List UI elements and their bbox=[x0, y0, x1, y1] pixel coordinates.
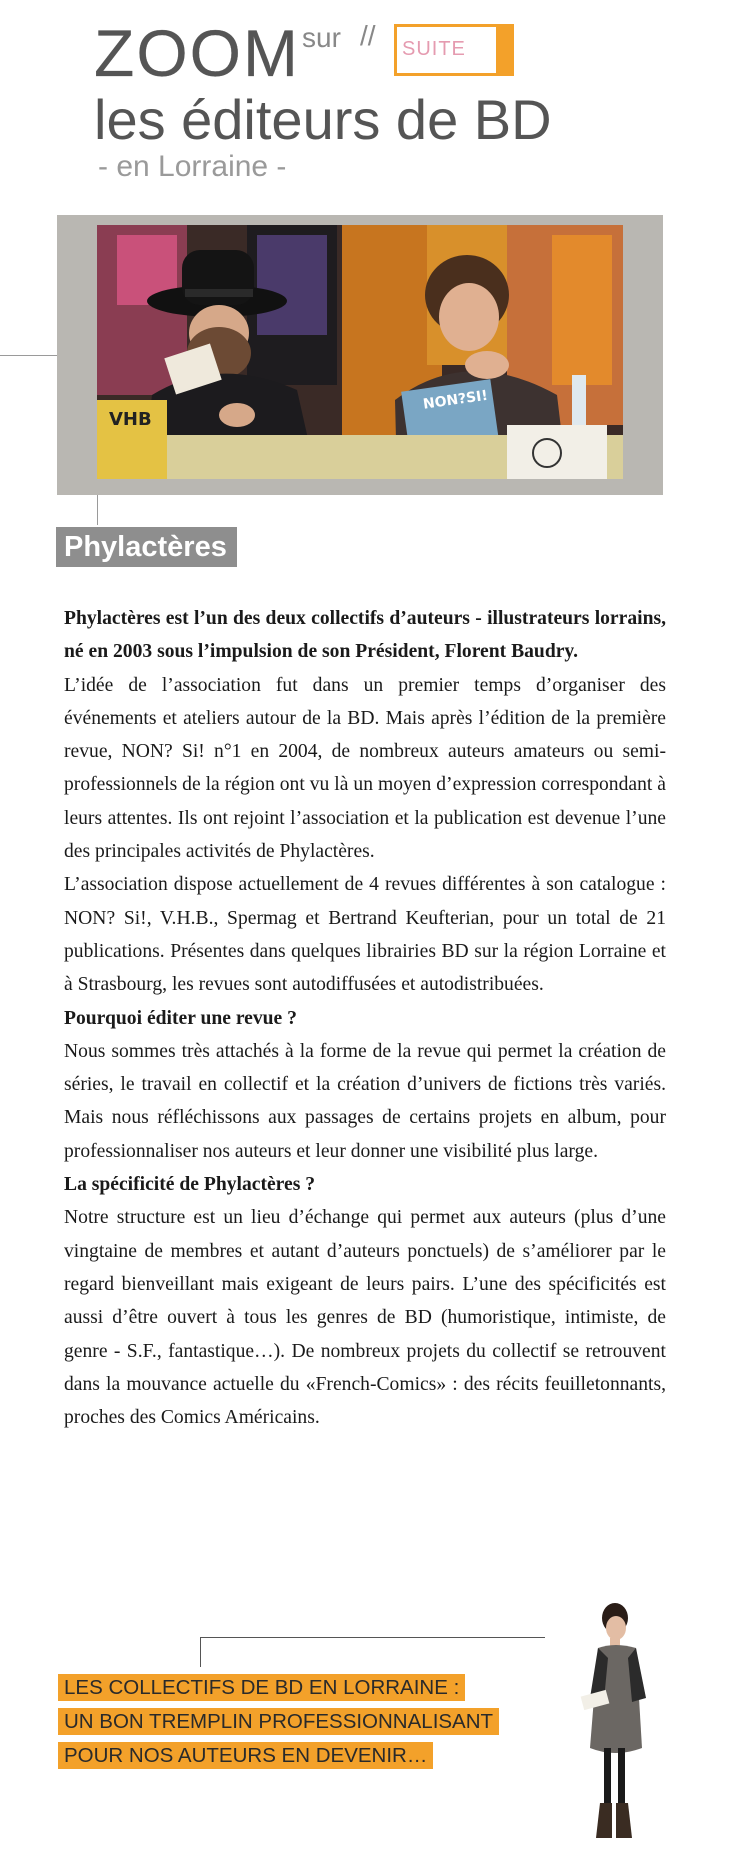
article-body bbox=[64, 602, 666, 1434]
article-paragraph: L’idée de l’association fut dans un premier temps d’organiser des événements et ateliers autour de la BD. Mais après l’édition de la première revue, NON? Si! n°1 en 2004, de nombreux auteurs amateurs ou semi-professionnels de la région ont vu là un moyen d’expression correspondant à leurs attentes. Ils ont rejoint l’association et la publication est devenue l’une des principales activités de Phylactères. bbox=[64, 674, 666, 863]
page-title: les éditeurs de BD bbox=[94, 88, 552, 151]
section-label: Phylactères bbox=[56, 527, 237, 567]
reading-woman-figure bbox=[560, 1598, 670, 1848]
magazine-cover-text: NON?SI! bbox=[422, 387, 489, 413]
pull-quote-line: LES COLLECTIFS DE BD EN LORRAINE : bbox=[58, 1674, 465, 1701]
article-lead: Phylactères est l’un des deux collectifs d’auteurs - illustrateurs lorrains, né en 2003 sous l’impulsion de son Président, Florent Baudry. bbox=[64, 608, 666, 663]
poster-text: VHB bbox=[109, 409, 152, 430]
pull-quote bbox=[58, 1671, 533, 1773]
photo-illustration bbox=[97, 225, 623, 479]
photo-caption-tick bbox=[97, 495, 98, 525]
article-question: Pourquoi éditer une revue ? bbox=[64, 1007, 297, 1029]
article-paragraph: Notre structure est un lieu d’échange qui permet aux auteurs (plus d’une vingtaine de membres et autant d’auteurs ponctuels) de s’améliorer par le regard bienveillant mais exigeant de leurs pairs. L’une des spécificités est aussi d’être ouvert à tous les genres de BD (humoristique, intimiste, de genre - S.F., fantastique…). De nombreux projets du collectif se retrouvent dans la mouvance actuelle du «French-Comics» : des récits feuilletonnants, proches des Comics Américains. bbox=[64, 1207, 666, 1429]
callout-rule-vertical bbox=[200, 1637, 201, 1667]
article-paragraph: Nous sommes très attachés à la forme de la revue qui permet la création de séries, le travail en collectif et la création d’univers de fictions très variés. Mais nous réfléchissons aux passages de certains projets en album, pour professionnaliser nos auteurs et leur donner une visibilité plus large. bbox=[64, 1040, 666, 1162]
zoom-sur-label: sur bbox=[302, 22, 341, 53]
left-margin-rule bbox=[0, 355, 60, 356]
callout-rule-horizontal bbox=[200, 1637, 545, 1638]
photo-frame bbox=[57, 215, 663, 495]
suite-label: SUITE bbox=[402, 38, 466, 60]
page-subtitle: - en Lorraine - bbox=[98, 150, 287, 183]
pull-quote-line: UN BON TREMPLIN PROFESSIONNALISANT bbox=[58, 1708, 499, 1735]
zoom-title: ZOOM bbox=[94, 16, 300, 90]
article-paragraph: L’association dispose actuellement de 4 revues différentes à son catalogue : NON? Si!, V.H.B., Spermag et Bertrand Keufterian, pour un total de 21 publications. Présentes dans quelques librairies BD sur la région Lorraine et à Strasbourg, les revues sont autodiffusées et autodistribuées. bbox=[64, 874, 666, 996]
zoom-slashes: // bbox=[360, 20, 376, 51]
article-question: La spécificité de Phylactères ? bbox=[64, 1174, 316, 1196]
pull-quote-line: POUR NOS AUTEURS EN DEVENIR… bbox=[58, 1742, 433, 1769]
